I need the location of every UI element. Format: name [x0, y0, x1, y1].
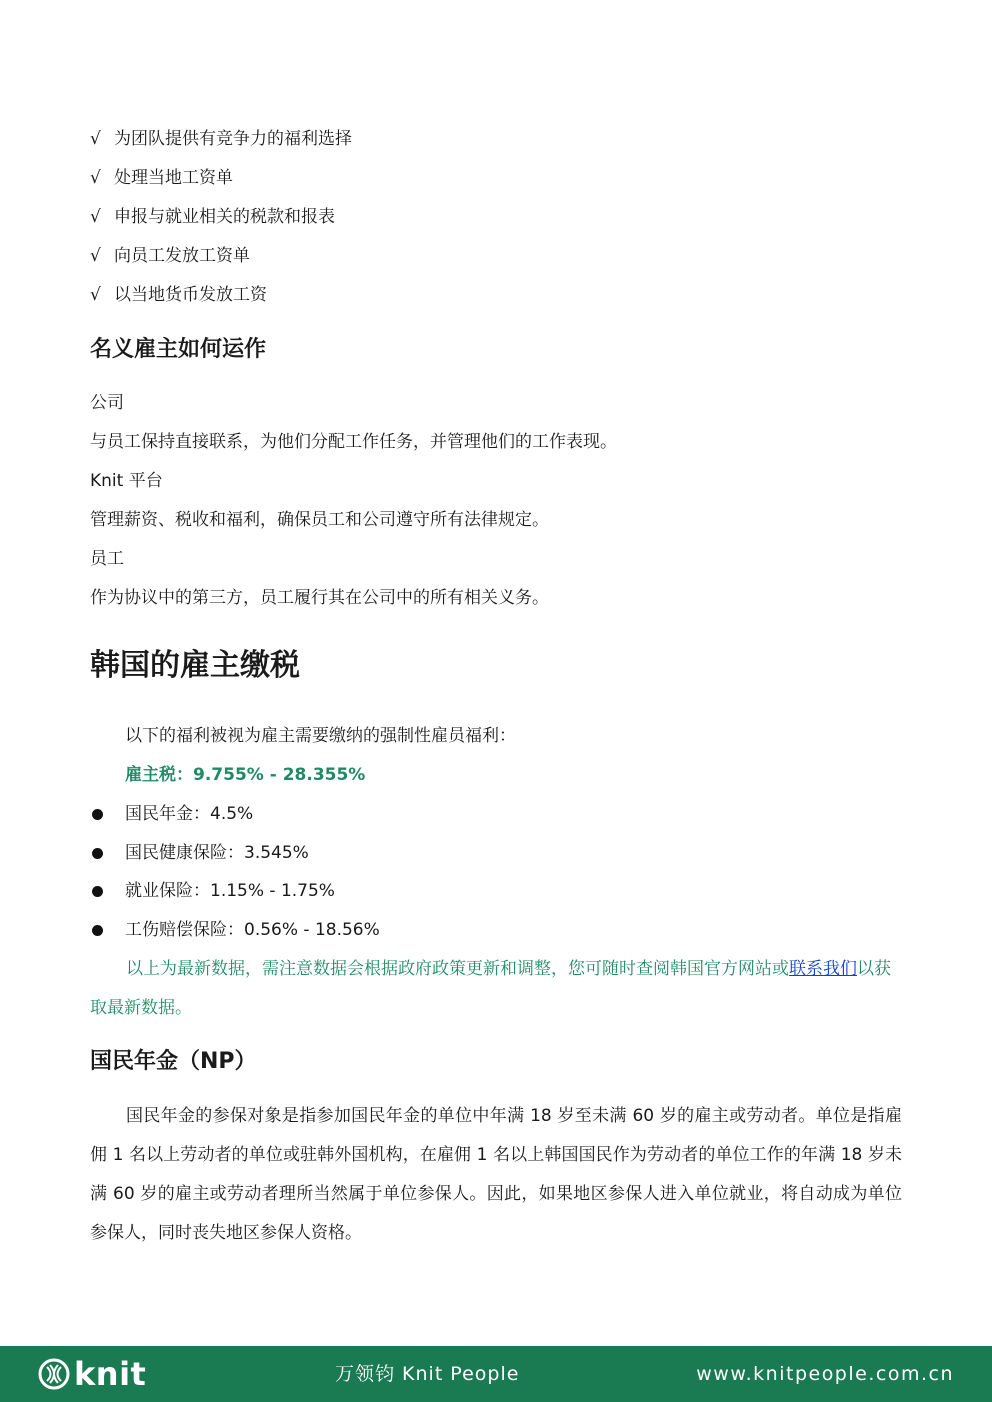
checklist-item: 申报与就业相关的税款和报表 [114, 207, 335, 227]
tax-bullet-item: 国民年金：4.5% [125, 804, 254, 824]
check-mark-icon: √ [90, 207, 101, 227]
checklist-item: 为团队提供有竞争力的福利选择 [114, 129, 352, 149]
checklist-item: 向员工发放工资单 [114, 246, 250, 266]
check-mark-icon: √ [90, 168, 101, 188]
check-mark-icon: √ [90, 129, 101, 149]
notice-text: 以上为最新数据，需注意数据会根据政府政策更新和调整，您可随时查阅韩国官方网站或 [126, 959, 789, 979]
tax-intro: 以下的福利被视为雇主需要缴纳的强制性雇员福利： [125, 726, 516, 746]
check-mark-icon: √ [90, 246, 101, 266]
update-notice [90, 950, 902, 1028]
role-desc-company: 与员工保持直接联系，为他们分配工作任务，并管理他们的工作表现。 [90, 432, 617, 452]
tax-bullet-item: 国民健康保险：3.545% [125, 843, 309, 863]
role-label-company: 公司 [90, 393, 124, 413]
footer [0, 1346, 992, 1402]
notice-text-end: 以获取最新数据。 [90, 959, 891, 1018]
bullet-icon [92, 886, 103, 897]
np-heading: 国民年金（NP） [90, 1049, 257, 1074]
role-desc-platform: 管理薪资、税收和福利，确保员工和公司遵守所有法律规定。 [90, 510, 549, 530]
footer-website: www.knitpeople.com.cn [696, 1363, 954, 1385]
checklist-item: 以当地货币发放工资 [114, 285, 267, 305]
footer-company-name: 万领钧 Knit People [335, 1363, 520, 1385]
how-it-works-heading: 名义雇主如何运作 [90, 337, 267, 362]
np-body: 国民年金的参保对象是指参加国民年金的单位中年满 18 岁至未满 60 岁的雇主或劳动者。单位是指雇佣 1 名以上劳动者的单位或驻韩外国机构，在雇佣 1 名以上韩国国民作为劳动者的单位工作的年满 18 岁未满 60 岁的雇主或劳动者理所当然属于单位参保人。因此，如果地区参保人进入单位就业，将自动成为单位参保人，同时丧失地区参保人资格。 [90, 1106, 902, 1243]
role-label-platform: Knit 平台 [90, 471, 163, 491]
bullet-icon [92, 809, 103, 820]
tax-section-heading: 韩国的雇主缴税 [90, 648, 300, 683]
checklist-item: 处理当地工资单 [114, 168, 233, 188]
bullet-icon [92, 925, 103, 936]
role-desc-employee: 作为协议中的第三方，员工履行其在公司中的所有相关义务。 [90, 588, 549, 608]
contact-us-link[interactable]: 联系我们 [789, 959, 857, 979]
role-label-employee: 员工 [90, 549, 124, 569]
tax-bullet-item: 工伤赔偿保险：0.56% - 18.56% [125, 920, 380, 940]
check-mark-icon: √ [90, 285, 101, 305]
bullet-icon [92, 848, 103, 859]
logo-wordmark: knit [74, 1355, 147, 1393]
tax-bullet-item: 就业保险：1.15% - 1.75% [125, 881, 335, 901]
employer-tax-rate: 雇主税：9.755% - 28.355% [125, 765, 366, 785]
knit-logo [38, 1356, 146, 1392]
knit-logo-icon [38, 1358, 70, 1390]
